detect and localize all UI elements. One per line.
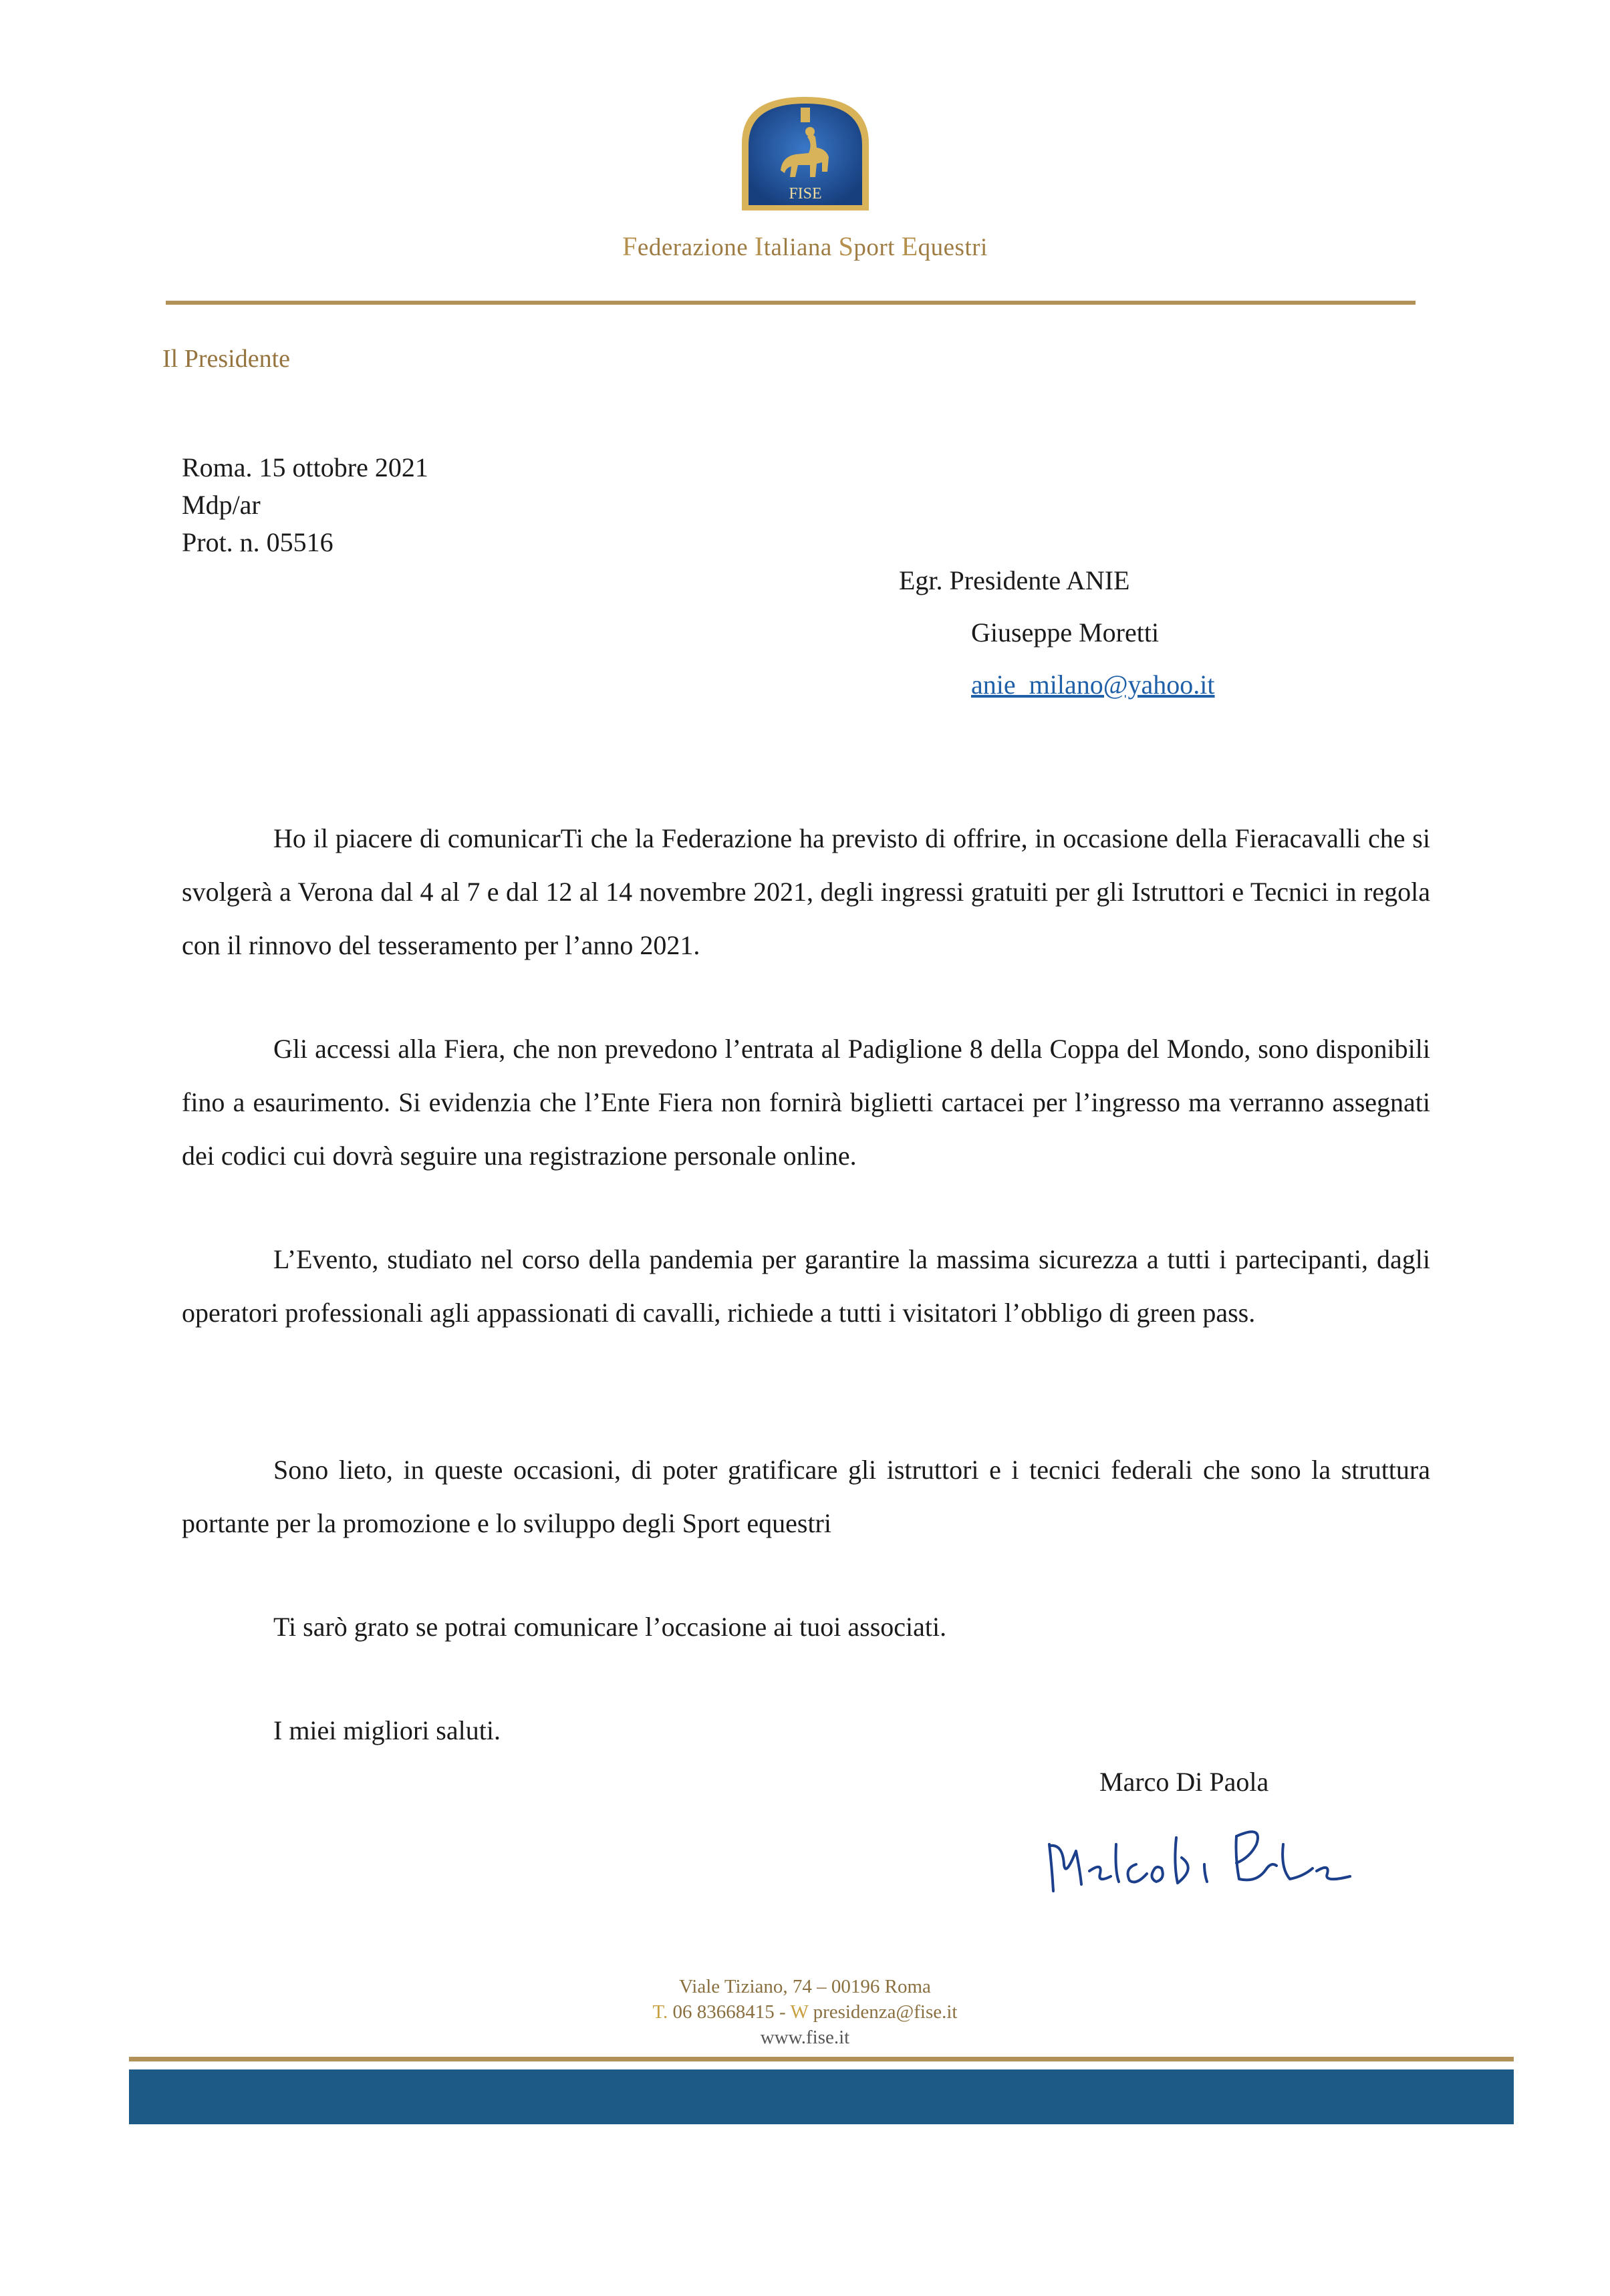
body-paragraph-1: Ho il piacere di comunicarTi che la Federazione ha previsto di offrire, in occasione della Fieracavalli che si svolgerà a Verona dal 4 al 7 e dal 12 al 14 novembre 2021, degli ingressi gratuiti per gli Istruttori e Tecnici in regola con il rinnovo del tesseramento per l’anno 2021. (182, 823, 1430, 960)
footer-website[interactable]: www.fise.it (760, 2027, 850, 2048)
body-paragraph-2: Gli accessi alla Fiera, che non prevedono l’entrata al Padiglione 8 della Coppa del Mondo, sono disponibili fino a esaurimento. Si evidenzia che l’Ente Fiera non fornirà biglietti cartacei per l’ingresso ma verranno assegnati dei codici cui dovrà seguire una registrazione personale online. (182, 1034, 1430, 1171)
recipient-name: Giuseppe Moretti (971, 617, 1160, 648)
signer-name: Marco Di Paola (1099, 1767, 1269, 1797)
footer-gold-line (129, 2057, 1514, 2061)
phone-label: T. (652, 2001, 668, 2023)
reference: Mdp/ar (182, 490, 261, 520)
footer-blue-band (129, 2069, 1514, 2124)
recipient-email-link[interactable]: anie_milano@yahoo.it (971, 670, 1215, 700)
body-paragraph-4: Sono lieto, in queste occasioni, di poter gratificare gli istruttori e i tecnici federali che sono la struttura portante per la promozione e lo sviluppo degli Sport equestri (182, 1455, 1430, 1538)
web-label: W (790, 2001, 809, 2023)
fise-crest-icon (728, 90, 882, 214)
sender-role: Il Presidente (162, 345, 291, 373)
body-paragraph-5: Ti sarò grato se potrai comunicare l’occasione ai tuoi associati. (273, 1612, 947, 1642)
body-paragraph-3: L’Evento, studiato nel corso della pandemia per garantire la massima sicurezza a tutti i partecipanti, dagli operatori professionali agli appassionati di cavalli, richiede a tutti i visitatori l’obbligo di green pass. (182, 1244, 1430, 1328)
recipient-title: Egr. Presidente ANIE (899, 565, 1130, 595)
handwritten-signature (1036, 1804, 1370, 1904)
organization-name: Federazione Italiana Sport Equestri (622, 231, 988, 261)
protocol-number: Prot. n. 05516 (182, 527, 333, 557)
footer-email[interactable]: presidenza@fise.it (813, 2001, 958, 2023)
closing-salutation: I miei migliori saluti. (273, 1715, 501, 1745)
place-date: Roma. 15 ottobre 2021 (182, 452, 428, 482)
header-divider (166, 301, 1416, 305)
recipient-block (899, 555, 1215, 711)
fise-logo (728, 90, 882, 214)
footer-address: Viale Tiziano, 74 – 00196 Roma (679, 1976, 931, 1997)
logo-text: FISE (789, 185, 822, 202)
footer-contacts (0, 2001, 1610, 2023)
phone-number: 06 83668415 - (672, 2001, 786, 2023)
letter-meta (182, 449, 428, 561)
